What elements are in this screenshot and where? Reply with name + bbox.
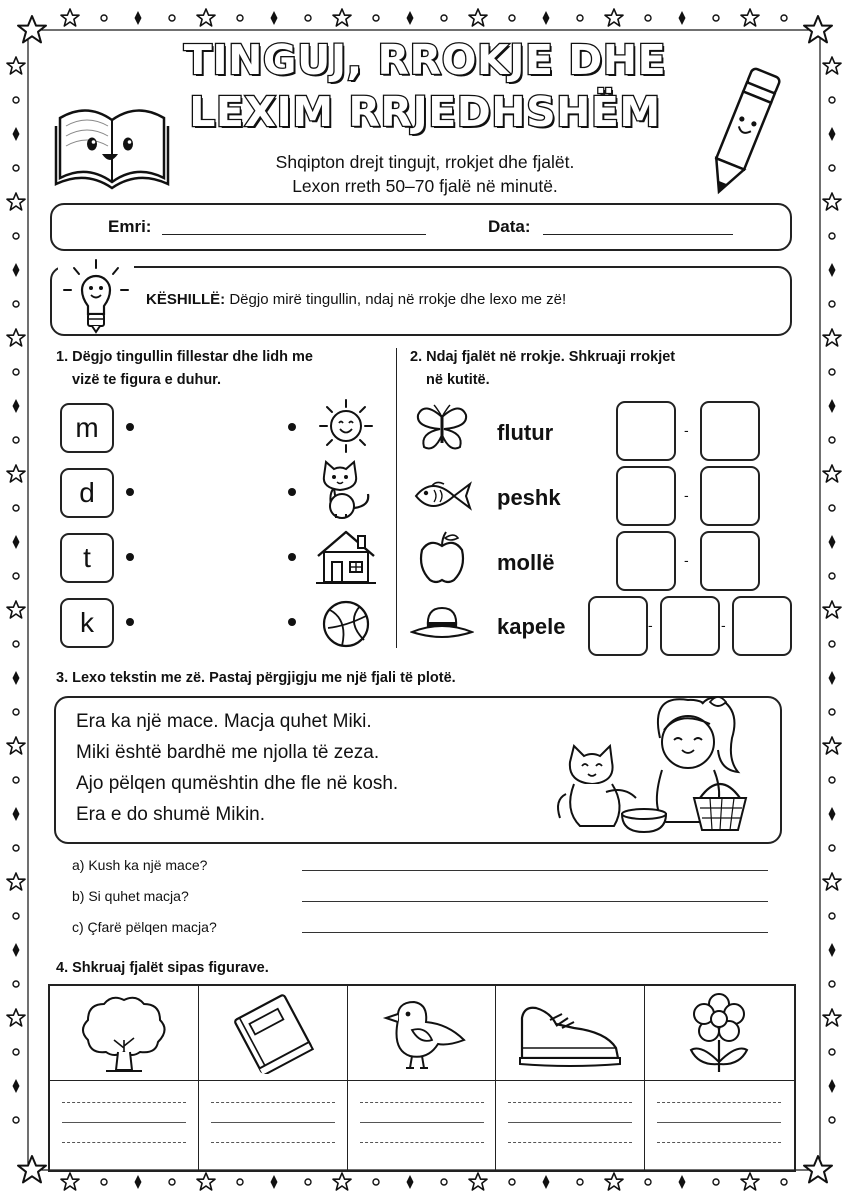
learning-goals xyxy=(160,150,690,198)
writing-line[interactable] xyxy=(360,1122,484,1123)
writing-line[interactable] xyxy=(360,1102,484,1103)
title-line-1: TINGUJ, RROKJE DHE xyxy=(183,36,667,84)
name-label: Emri: xyxy=(108,217,152,236)
word-peshk: peshk xyxy=(497,485,561,510)
section2-heading xyxy=(410,346,675,392)
tip-body: Dëgjo mirë tingullin, ndaj në rrokje dhe lexo me zë! xyxy=(229,291,567,308)
hat-icon xyxy=(410,602,474,646)
shoe-icon xyxy=(516,1000,624,1070)
girl-with-cat-illustration xyxy=(550,690,758,838)
syllable-box[interactable] xyxy=(732,596,792,656)
section-divider xyxy=(396,348,397,648)
answer-line[interactable] xyxy=(302,870,768,871)
syllable-box[interactable] xyxy=(588,596,648,656)
syllable-separator: - xyxy=(684,487,689,503)
question-c: c) Çfarë pëlqen macja? xyxy=(72,919,217,935)
letter-box-d: d xyxy=(60,468,114,518)
goal-line-2: Lexon rreth 50–70 fjalë në minutë. xyxy=(292,176,558,196)
writing-line[interactable] xyxy=(62,1102,186,1103)
word-kapele: kapele xyxy=(497,614,566,639)
writing-line[interactable] xyxy=(508,1102,632,1103)
writing-line[interactable] xyxy=(508,1122,632,1123)
apple-icon xyxy=(416,530,468,586)
syllable-box[interactable] xyxy=(616,531,676,591)
letter-dot-k[interactable] xyxy=(126,618,134,626)
picture-cell-flower xyxy=(645,986,794,1170)
letter-box-k: k xyxy=(60,598,114,648)
story-line: Era e do shumë Mikin. xyxy=(76,804,266,825)
answer-line[interactable] xyxy=(302,932,768,933)
story-text xyxy=(76,706,398,830)
picture-dot-cat[interactable] xyxy=(288,488,296,496)
section4-heading: 4. Shkruaj fjalët sipas figurave. xyxy=(56,960,269,976)
flower-icon xyxy=(679,992,759,1074)
syllable-box[interactable] xyxy=(700,401,760,461)
writing-line[interactable] xyxy=(657,1102,781,1103)
butterfly-icon xyxy=(414,403,470,455)
syllable-separator: - xyxy=(721,617,726,633)
syllable-box[interactable] xyxy=(700,466,760,526)
section3-heading: 3. Lexo tekstin me zë. Pastaj përgjigju me një fjali të plotë. xyxy=(56,670,456,686)
syllable-separator: - xyxy=(684,422,689,438)
name-date-box xyxy=(50,203,792,251)
section1-heading xyxy=(56,346,313,392)
syllable-box[interactable] xyxy=(660,596,720,656)
syllable-separator: - xyxy=(684,552,689,568)
writing-line[interactable] xyxy=(657,1122,781,1123)
picture-dot-ball[interactable] xyxy=(288,618,296,626)
cat-icon xyxy=(316,458,380,522)
writing-line[interactable] xyxy=(62,1142,186,1143)
picture-dot-house[interactable] xyxy=(288,553,296,561)
story-line: Era ka një mace. Macja quhet Miki. xyxy=(76,711,372,732)
picture-cell-book xyxy=(199,986,348,1170)
syllable-separator: - xyxy=(648,617,653,633)
letter-box-t: t xyxy=(60,533,114,583)
writing-line[interactable] xyxy=(62,1122,186,1123)
name-field[interactable] xyxy=(162,234,426,235)
ball-icon xyxy=(320,598,372,650)
goal-line-1: Shqipton drejt tingujt, rrokjet dhe fjalët. xyxy=(275,152,575,172)
lightbulb-icon xyxy=(58,258,134,338)
house-icon xyxy=(314,528,378,586)
picture-dot-sun[interactable] xyxy=(288,423,296,431)
writing-line[interactable] xyxy=(211,1102,335,1103)
picture-cell-bird xyxy=(348,986,497,1170)
picture-cell-tree xyxy=(50,986,199,1170)
title-line-2: LEXIM RRJEDHSHËM xyxy=(189,88,661,136)
letter-dot-m[interactable] xyxy=(126,423,134,431)
letter-dot-d[interactable] xyxy=(126,488,134,496)
writing-line[interactable] xyxy=(508,1142,632,1143)
page-title xyxy=(130,34,720,138)
syllable-box[interactable] xyxy=(616,466,676,526)
tip-label: KËSHILLË: xyxy=(146,291,226,308)
writing-line[interactable] xyxy=(657,1142,781,1143)
story-line: Ajo pëlqen qumështin dhe fle në kosh. xyxy=(76,773,399,794)
section2-title-line-2: në kutitë. xyxy=(426,372,490,388)
writing-line[interactable] xyxy=(211,1122,335,1123)
question-a: a) Kush ka një mace? xyxy=(72,857,208,873)
tree-icon xyxy=(78,994,170,1074)
section1-title-line-1: 1. Dëgjo tingullin fillestar dhe lidh me xyxy=(56,349,313,365)
date-field[interactable] xyxy=(543,234,733,235)
section2-title-line-1: 2. Ndaj fjalët në rrokje. Shkruaji rrokjet xyxy=(410,349,676,365)
question-b: b) Si quhet macja? xyxy=(72,888,189,904)
picture-word-grid xyxy=(48,984,796,1172)
story-line: Miki është bardhë me njolla të zeza. xyxy=(76,742,380,763)
answer-line[interactable] xyxy=(302,901,768,902)
syllable-box[interactable] xyxy=(616,401,676,461)
word-flutur: flutur xyxy=(497,420,554,445)
smiling-book-icon xyxy=(52,96,172,190)
letter-dot-t[interactable] xyxy=(126,553,134,561)
smiling-pencil-icon xyxy=(700,62,784,202)
sun-icon xyxy=(314,398,378,454)
tip-text xyxy=(146,291,566,308)
picture-cell-shoe xyxy=(496,986,645,1170)
book-icon xyxy=(229,994,317,1074)
writing-line[interactable] xyxy=(360,1142,484,1143)
syllable-box[interactable] xyxy=(700,531,760,591)
writing-line[interactable] xyxy=(211,1142,335,1143)
section1-title-line-2: vizë te figura e duhur. xyxy=(72,372,222,388)
word-molle: mollë xyxy=(497,550,555,575)
fish-icon xyxy=(410,472,474,520)
letter-box-m: m xyxy=(60,403,114,453)
bird-icon xyxy=(376,994,468,1074)
date-label: Data: xyxy=(488,217,531,236)
